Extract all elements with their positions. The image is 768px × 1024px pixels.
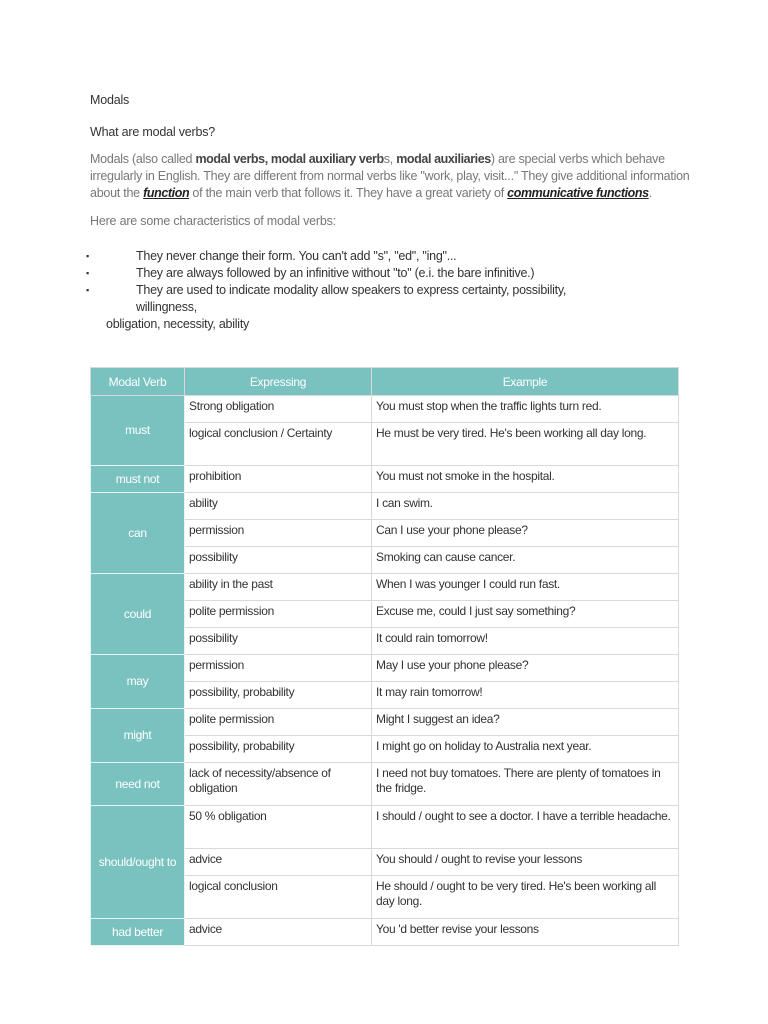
- header-expressing: Expressing: [185, 368, 372, 396]
- bullet-icon: ▪: [86, 268, 89, 278]
- example-cell: I might go on holiday to Australia next year.: [372, 736, 679, 763]
- header-example: Example: [372, 368, 679, 396]
- example-cell: May I use your phone please?: [372, 655, 679, 682]
- bullet-icon: ▪: [86, 251, 89, 261]
- example-cell: You 'd better revise your lessons: [372, 919, 679, 946]
- example-cell: When I was younger I could run fast.: [372, 574, 679, 601]
- modals-table: [90, 367, 679, 946]
- modal-verb-cell: may: [91, 655, 185, 709]
- intro-paragraph: [90, 151, 690, 202]
- expressing-cell: permission: [185, 655, 372, 682]
- example-cell: Can I use your phone please?: [372, 520, 679, 547]
- expressing-cell: polite permission: [185, 709, 372, 736]
- expressing-cell: possibility: [185, 547, 372, 574]
- modal-verb-cell: could: [91, 574, 185, 655]
- characteristics-list: [0, 248, 768, 333]
- intro-bold-2: modal auxiliaries: [396, 152, 491, 166]
- example-cell: Excuse me, could I just say something?: [372, 601, 679, 628]
- expressing-cell: permission: [185, 520, 372, 547]
- table-row: [91, 919, 679, 946]
- list-item: [0, 248, 768, 265]
- modal-verb-cell: need not: [91, 763, 185, 806]
- modal-verb-cell: must: [91, 396, 185, 466]
- table-row: [91, 396, 679, 423]
- modal-verb-cell: might: [91, 709, 185, 763]
- communicative-functions-link[interactable]: communicative functions: [507, 186, 649, 200]
- expressing-cell: lack of necessity/absence of obligation: [185, 763, 372, 806]
- table-row: [91, 709, 679, 736]
- example-cell: You must stop when the traffic lights turn red.: [372, 396, 679, 423]
- example-cell: Might I suggest an idea?: [372, 709, 679, 736]
- example-cell: You should / ought to revise your lessons: [372, 849, 679, 876]
- intro-bold-1: modal verbs, modal auxiliary verb: [195, 152, 384, 166]
- intro-text-5: .: [648, 186, 652, 200]
- intro-text-1: Modals (also called: [90, 152, 196, 166]
- table-row: [91, 466, 679, 493]
- example-cell: Smoking can cause cancer.: [372, 547, 679, 574]
- bullet-text: [136, 265, 616, 282]
- expressing-cell: ability: [185, 493, 372, 520]
- expressing-cell: ability in the past: [185, 574, 372, 601]
- characteristics-intro: Here are some characteristics of modal verbs:: [90, 214, 336, 228]
- intro-text-4: of the main verb that follows it. They have a great variety of: [189, 186, 508, 200]
- intro-text-3: ) are special verbs which behave irregularly in English. They are different from normal verbs like "work, play, visit..." They give additional information about the: [90, 152, 690, 200]
- list-item: [0, 282, 768, 333]
- table-row: [91, 574, 679, 601]
- header-modal-verb: Modal Verb: [91, 368, 185, 396]
- example-cell: It could rain tomorrow!: [372, 628, 679, 655]
- table-row: [91, 655, 679, 682]
- expressing-cell: prohibition: [185, 466, 372, 493]
- function-link[interactable]: function: [143, 186, 190, 200]
- expressing-cell: advice: [185, 919, 372, 946]
- modal-verb-cell: can: [91, 493, 185, 574]
- table-row: [91, 763, 679, 806]
- bullet-line: They are always followed by an infinitive without "to" (e.i. the bare infinitive.): [136, 266, 535, 280]
- bullet-text: [106, 282, 616, 333]
- modal-verb-cell: should/ought to: [91, 806, 185, 919]
- example-cell: He must be very tired. He's been working all day long.: [372, 423, 679, 466]
- question-heading: What are modal verbs?: [90, 125, 216, 139]
- example-cell: He should / ought to be very tired. He's been working all day long.: [372, 876, 679, 919]
- expressing-cell: advice: [185, 849, 372, 876]
- table-row: [91, 806, 679, 849]
- expressing-cell: Strong obligation: [185, 396, 372, 423]
- expressing-cell: possibility, probability: [185, 736, 372, 763]
- bullet-line-continued: obligation, necessity, ability: [106, 317, 250, 331]
- table-header-row: [91, 368, 679, 396]
- expressing-cell: logical conclusion: [185, 876, 372, 919]
- expressing-cell: 50 % obligation: [185, 806, 372, 849]
- expressing-cell: logical conclusion / Certainty: [185, 423, 372, 466]
- modal-verb-cell: had better: [91, 919, 185, 946]
- modal-verb-cell: must not: [91, 466, 185, 493]
- example-cell: It may rain tomorrow!: [372, 682, 679, 709]
- bullet-line: They never change their form. You can't add "s", "ed", "ing"...: [136, 249, 457, 263]
- expressing-cell: possibility, probability: [185, 682, 372, 709]
- table-row: [91, 493, 679, 520]
- expressing-cell: polite permission: [185, 601, 372, 628]
- bullet-icon: ▪: [86, 285, 89, 295]
- bullet-text: [136, 248, 616, 265]
- bullet-line: They are used to indicate modality allow speakers to express certainty, possibility, willingness,: [136, 283, 567, 314]
- list-item: [0, 265, 768, 282]
- example-cell: You must not smoke in the hospital.: [372, 466, 679, 493]
- intro-text-2: s,: [383, 152, 397, 166]
- page-title: Modals: [90, 93, 130, 107]
- example-cell: I should / ought to see a doctor. I have a terrible headache.: [372, 806, 679, 849]
- example-cell: I can swim.: [372, 493, 679, 520]
- expressing-cell: possibility: [185, 628, 372, 655]
- example-cell: I need not buy tomatoes. There are plenty of tomatoes in the fridge.: [372, 763, 679, 806]
